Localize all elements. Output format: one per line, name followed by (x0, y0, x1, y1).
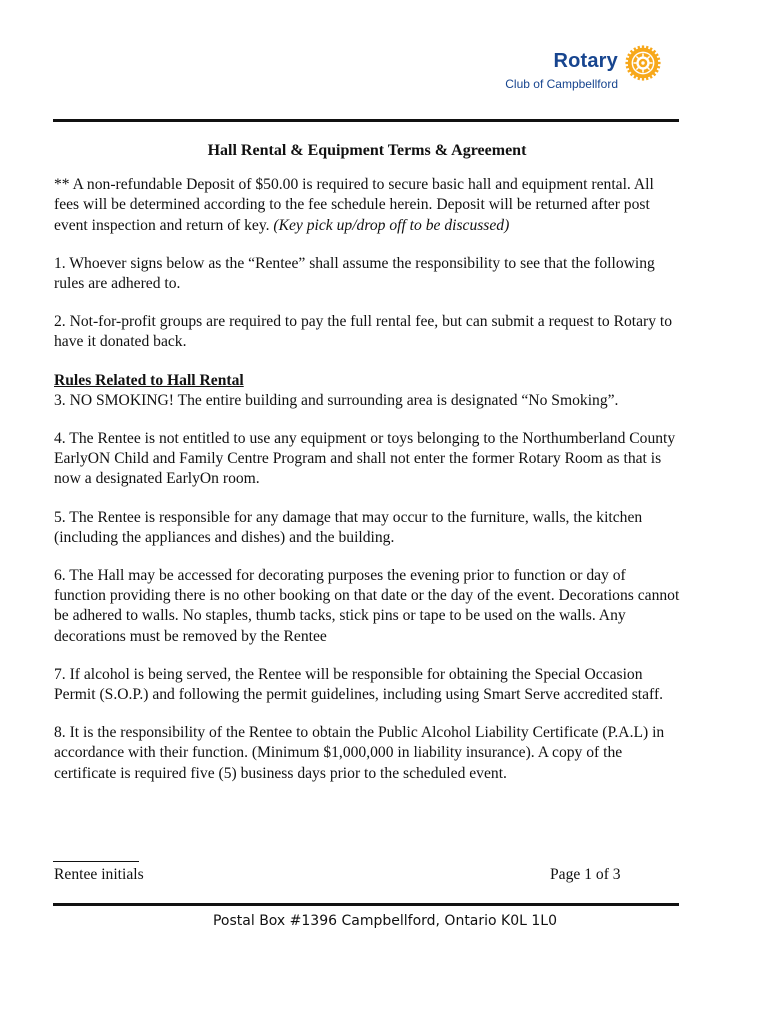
agreement-body (54, 141, 680, 802)
clause-6: 6. The Hall may be accessed for decorating purposes the evening prior to function or day of function providing there is no other booking on that date or the day of the event. Decorations cannot be adhered to walls. No staples, thumb tacks, stick pins or tape to be used on the walls. Any decorations must be removed by the Rentee (54, 567, 680, 645)
postal-address: Postal Box #1396 Campbellford, Ontario K0L 1L0 (212, 913, 558, 929)
key-pickup-note: (Key pick up/drop off to be discussed) (273, 216, 510, 234)
rentee-initials-label: Rentee initials (54, 866, 144, 883)
header-divider (53, 119, 679, 122)
clause-7: 7. If alcohol is being served, the Rentee will be responsible for obtaining the Special Occasion Permit (S.O.P.) and following the permit guidelines, including using Smart Serve accredited staff. (54, 665, 664, 704)
clause-2: 2. Not-for-profit groups are required to pay the full rental fee, but can submit a request to Rotary to have it donated back. (54, 313, 673, 351)
rotary-wheel-icon (624, 44, 662, 82)
initials-signature-line (53, 861, 139, 862)
clause-1: 1. Whoever signs below as the “Rentee” shall assume the responsibility to see that the following rules are adhered to. (54, 254, 655, 293)
deposit-text: ** A non-refundable Deposit of $50.00 is required to secure basic hall and equipment rental. All fees will be determined according to the fee schedule herein. Deposit will be returned after post event inspection and return of key. (54, 176, 654, 234)
clause-8: 8. It is the responsibility of the Rentee to obtain the Public Alcohol Liability Certificate (P.A.L) in accordance with their function. (Minimum $1,000,000 in liability insurance). A copy of the certificate is required five (5) business days prior to the scheduled event. (54, 724, 665, 782)
clause-3: 3. NO SMOKING! The entire building and surrounding area is designated “No Smoking”. (54, 391, 619, 409)
clause-5: 5. The Rentee is responsible for any damage that may occur to the furniture, walls, the kitchen (including the appliances and dishes) and the building. (54, 508, 643, 546)
logo-wordmark: Rotary (553, 50, 618, 72)
rotary-logo (488, 42, 668, 94)
document-title: Hall Rental & Equipment Terms & Agreement (207, 142, 527, 159)
footer-divider (53, 903, 679, 906)
deposit-paragraph (54, 175, 680, 236)
clause-4: 4. The Rentee is not entitled to use any equipment or toys belonging to the Northumberland County EarlyON Child and Family Centre Program and shall not enter the former Rotary Room as that is now a designated EarlyOn room. (54, 430, 676, 488)
page-number: Page 1 of 3 (550, 866, 621, 883)
logo-club-name: Club of Campbellford (505, 77, 618, 91)
section-heading-hall-rules: Rules Related to Hall Rental (54, 371, 244, 389)
